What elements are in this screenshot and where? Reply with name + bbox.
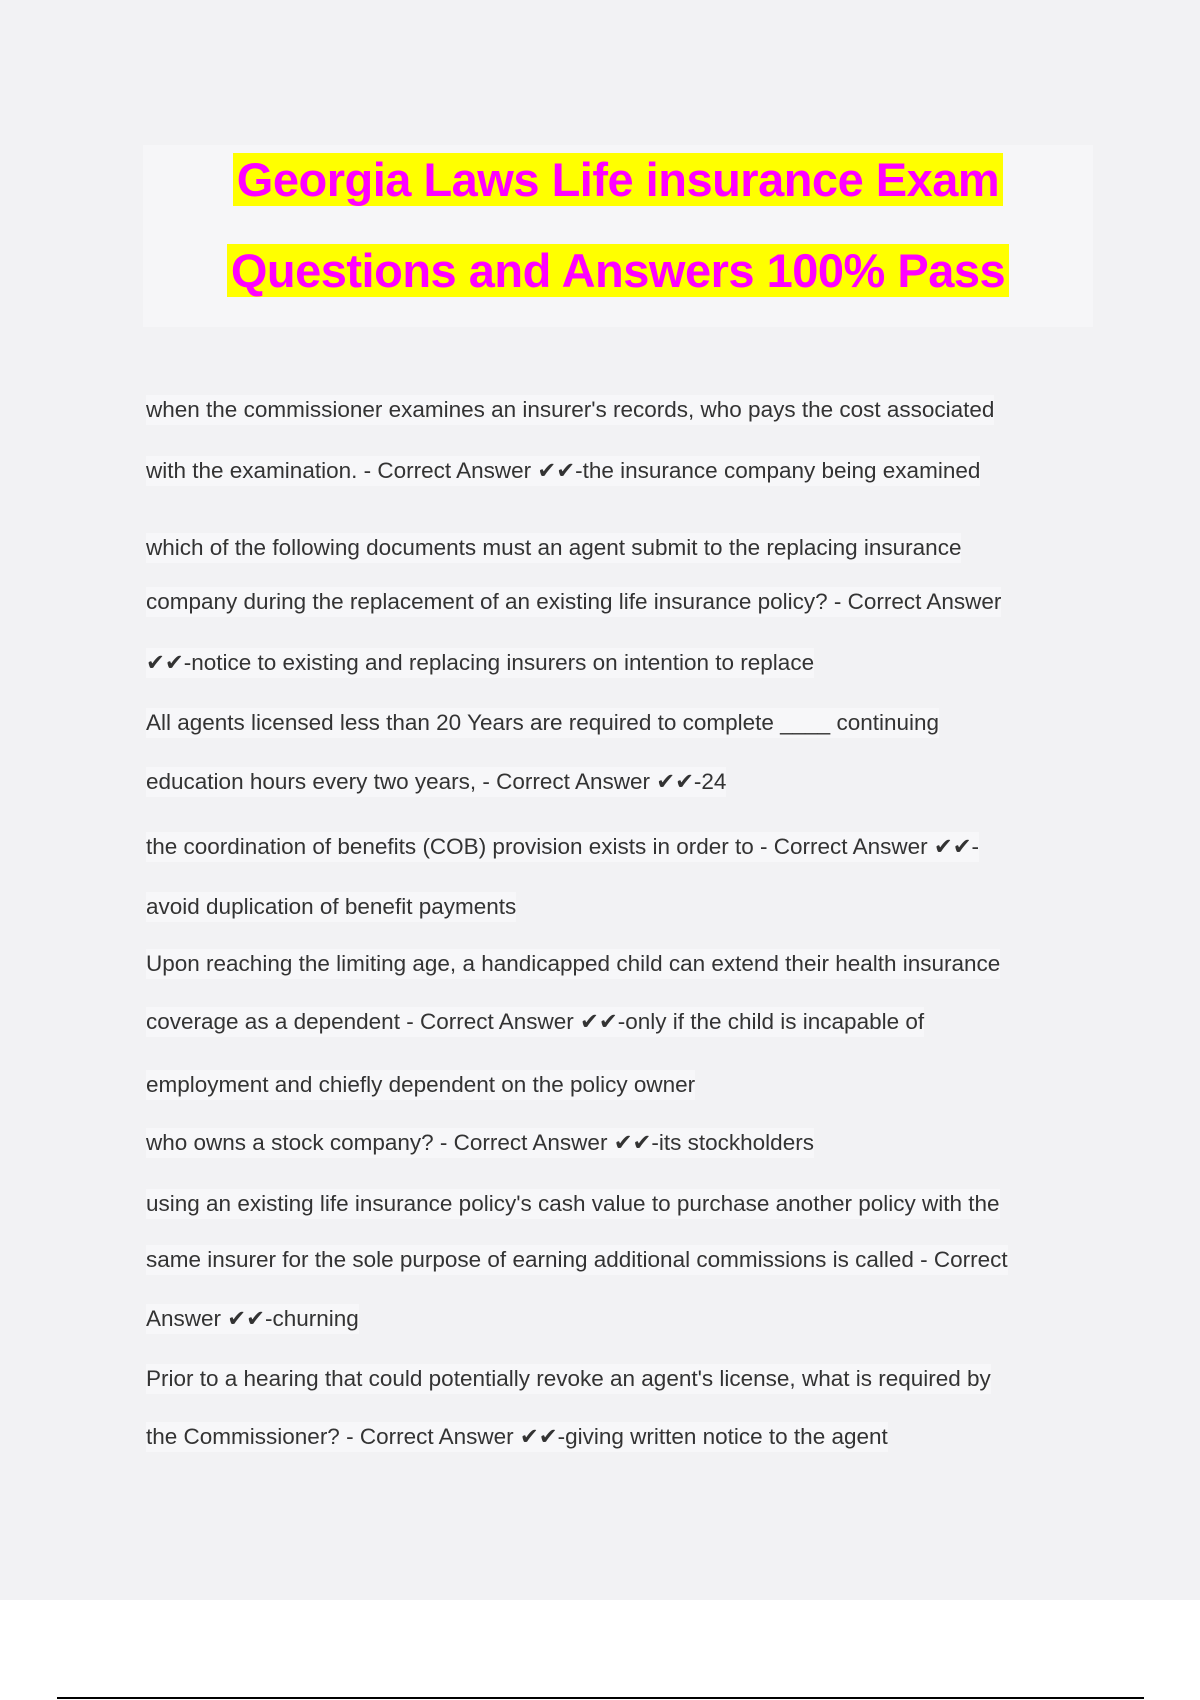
qa-line: with the examination. - Correct Answer ✔✔-the insurance company being examined (146, 456, 980, 486)
qa-line: Answer ✔✔-churning (146, 1304, 359, 1334)
title-line-1 (143, 150, 1093, 210)
qa-line: the coordination of benefits (COB) provision exists in order to - Correct Answer ✔✔- (146, 832, 979, 862)
qa-line: coverage as a dependent - Correct Answer ✔✔-only if the child is incapable of (146, 1007, 924, 1037)
title-line-2-text: Questions and Answers 100% Pass (227, 244, 1009, 297)
qa-line: the Commissioner? - Correct Answer ✔✔-giving written notice to the agent (146, 1422, 888, 1452)
qa-line: when the commissioner examines an insurer's records, who pays the cost associated (146, 395, 994, 425)
qa-line: All agents licensed less than 20 Years are required to complete ____ continuing (146, 708, 939, 738)
footer-divider (57, 1697, 1144, 1699)
qa-line: using an existing life insurance policy's cash value to purchase another policy with the (146, 1189, 1000, 1219)
qa-line: ✔✔-notice to existing and replacing insurers on intention to replace (146, 648, 814, 678)
qa-line: which of the following documents must an agent submit to the replacing insurance (146, 533, 961, 563)
qa-line: avoid duplication of benefit payments (146, 892, 516, 922)
title-box (143, 145, 1093, 327)
qa-line: company during the replacement of an existing life insurance policy? - Correct Answer (146, 587, 1001, 617)
title-line-2 (143, 241, 1093, 301)
qa-line: employment and chiefly dependent on the policy owner (146, 1070, 695, 1100)
qa-line: same insurer for the sole purpose of earning additional commissions is called - Correct (146, 1245, 1008, 1275)
qa-line: education hours every two years, - Correct Answer ✔✔-24 (146, 767, 726, 797)
qa-line: Upon reaching the limiting age, a handicapped child can extend their health insurance (146, 949, 1000, 979)
title-line-1-text: Georgia Laws Life insurance Exam (233, 153, 1003, 206)
qa-line: who owns a stock company? - Correct Answer ✔✔-its stockholders (146, 1128, 814, 1158)
qa-line: Prior to a hearing that could potentially revoke an agent's license, what is required by (146, 1364, 991, 1394)
